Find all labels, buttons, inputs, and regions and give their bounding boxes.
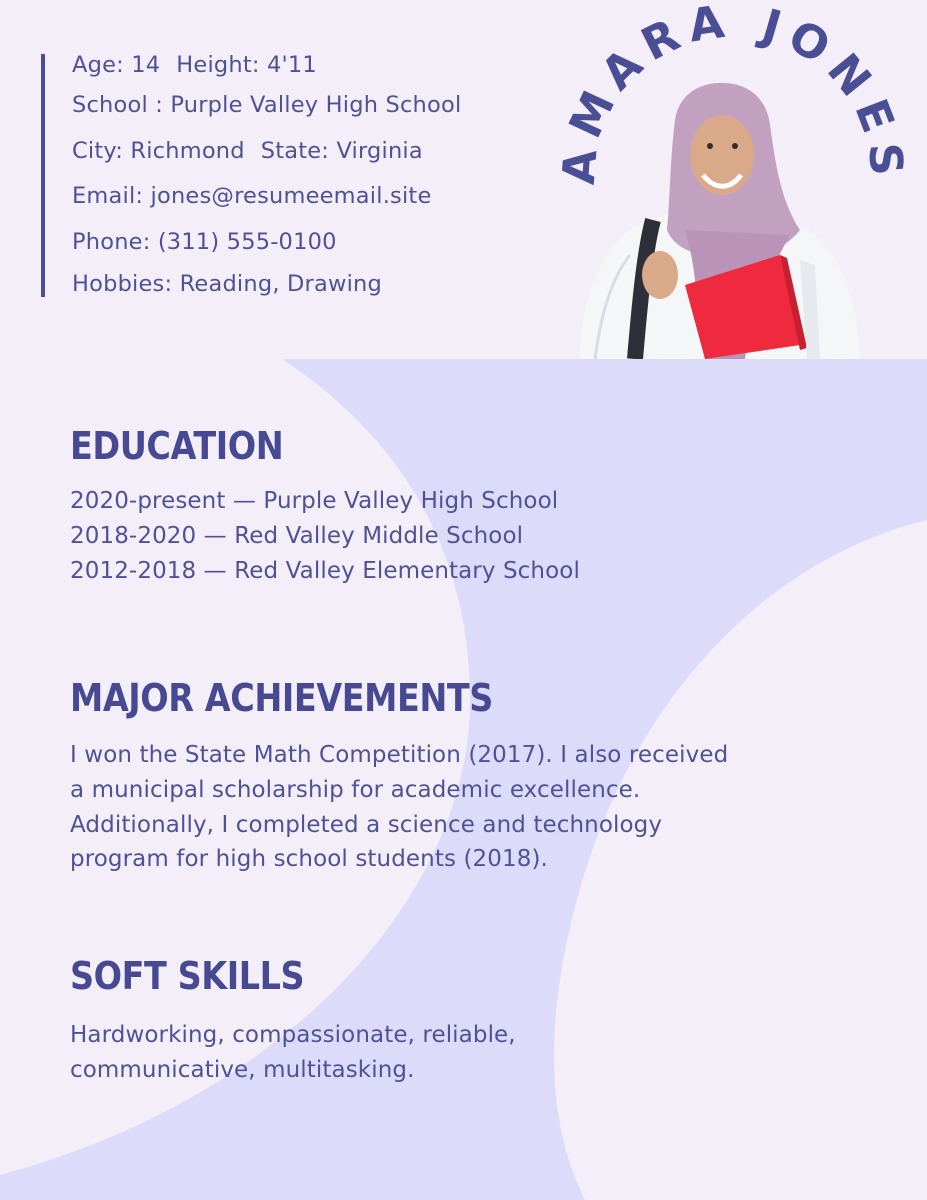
city-state-line bbox=[72, 137, 423, 165]
state-text: State: Virginia bbox=[260, 138, 423, 164]
soft-skills-section bbox=[70, 954, 336, 998]
education-item: 2012-2018 — Red Valley Elementary School bbox=[70, 557, 580, 584]
achievements-heading: MAJOR ACHIEVEMENTS bbox=[70, 676, 493, 720]
achievements-text bbox=[70, 738, 728, 877]
education-heading: EDUCATION bbox=[70, 424, 284, 468]
name-text: AMARA JONES bbox=[551, 0, 915, 187]
phone-text: Phone: (311) 555-0100 bbox=[72, 229, 337, 255]
achievements-section bbox=[70, 676, 551, 720]
city-text: City: Richmond bbox=[72, 138, 245, 164]
contact-accent-bar bbox=[41, 54, 45, 297]
age-text: Age: 14 bbox=[72, 52, 161, 78]
achievements-line: a municipal scholarship for academic excellence. bbox=[70, 776, 641, 803]
height-text: Height: 4'11 bbox=[176, 52, 317, 78]
education-item: 2018-2020 — Red Valley Middle School bbox=[70, 522, 524, 549]
hobbies-text: Hobbies: Reading, Drawing bbox=[72, 271, 382, 297]
soft-skills-text bbox=[70, 1018, 516, 1088]
age-height-line bbox=[72, 51, 317, 79]
soft-skills-line: communicative, multitasking. bbox=[70, 1056, 415, 1083]
contact-info bbox=[41, 54, 541, 297]
name-title bbox=[540, 0, 927, 360]
achievements-line: I won the State Math Competition (2017). I also received bbox=[70, 742, 729, 768]
email-text: Email: jones@resumeemail.site bbox=[72, 183, 432, 209]
school-text: School : Purple Valley High School bbox=[72, 92, 462, 118]
soft-skills-heading: SOFT SKILLS bbox=[70, 954, 305, 998]
achievements-line: Additionally, I completed a science and technology bbox=[70, 811, 663, 838]
soft-skills-line: Hardworking, compassionate, reliable, bbox=[70, 1022, 516, 1048]
education-section bbox=[70, 424, 312, 468]
education-list bbox=[70, 484, 580, 588]
achievements-line: program for high school students (2018). bbox=[70, 846, 548, 873]
education-item: 2020-present — Purple Valley High School bbox=[70, 488, 559, 514]
